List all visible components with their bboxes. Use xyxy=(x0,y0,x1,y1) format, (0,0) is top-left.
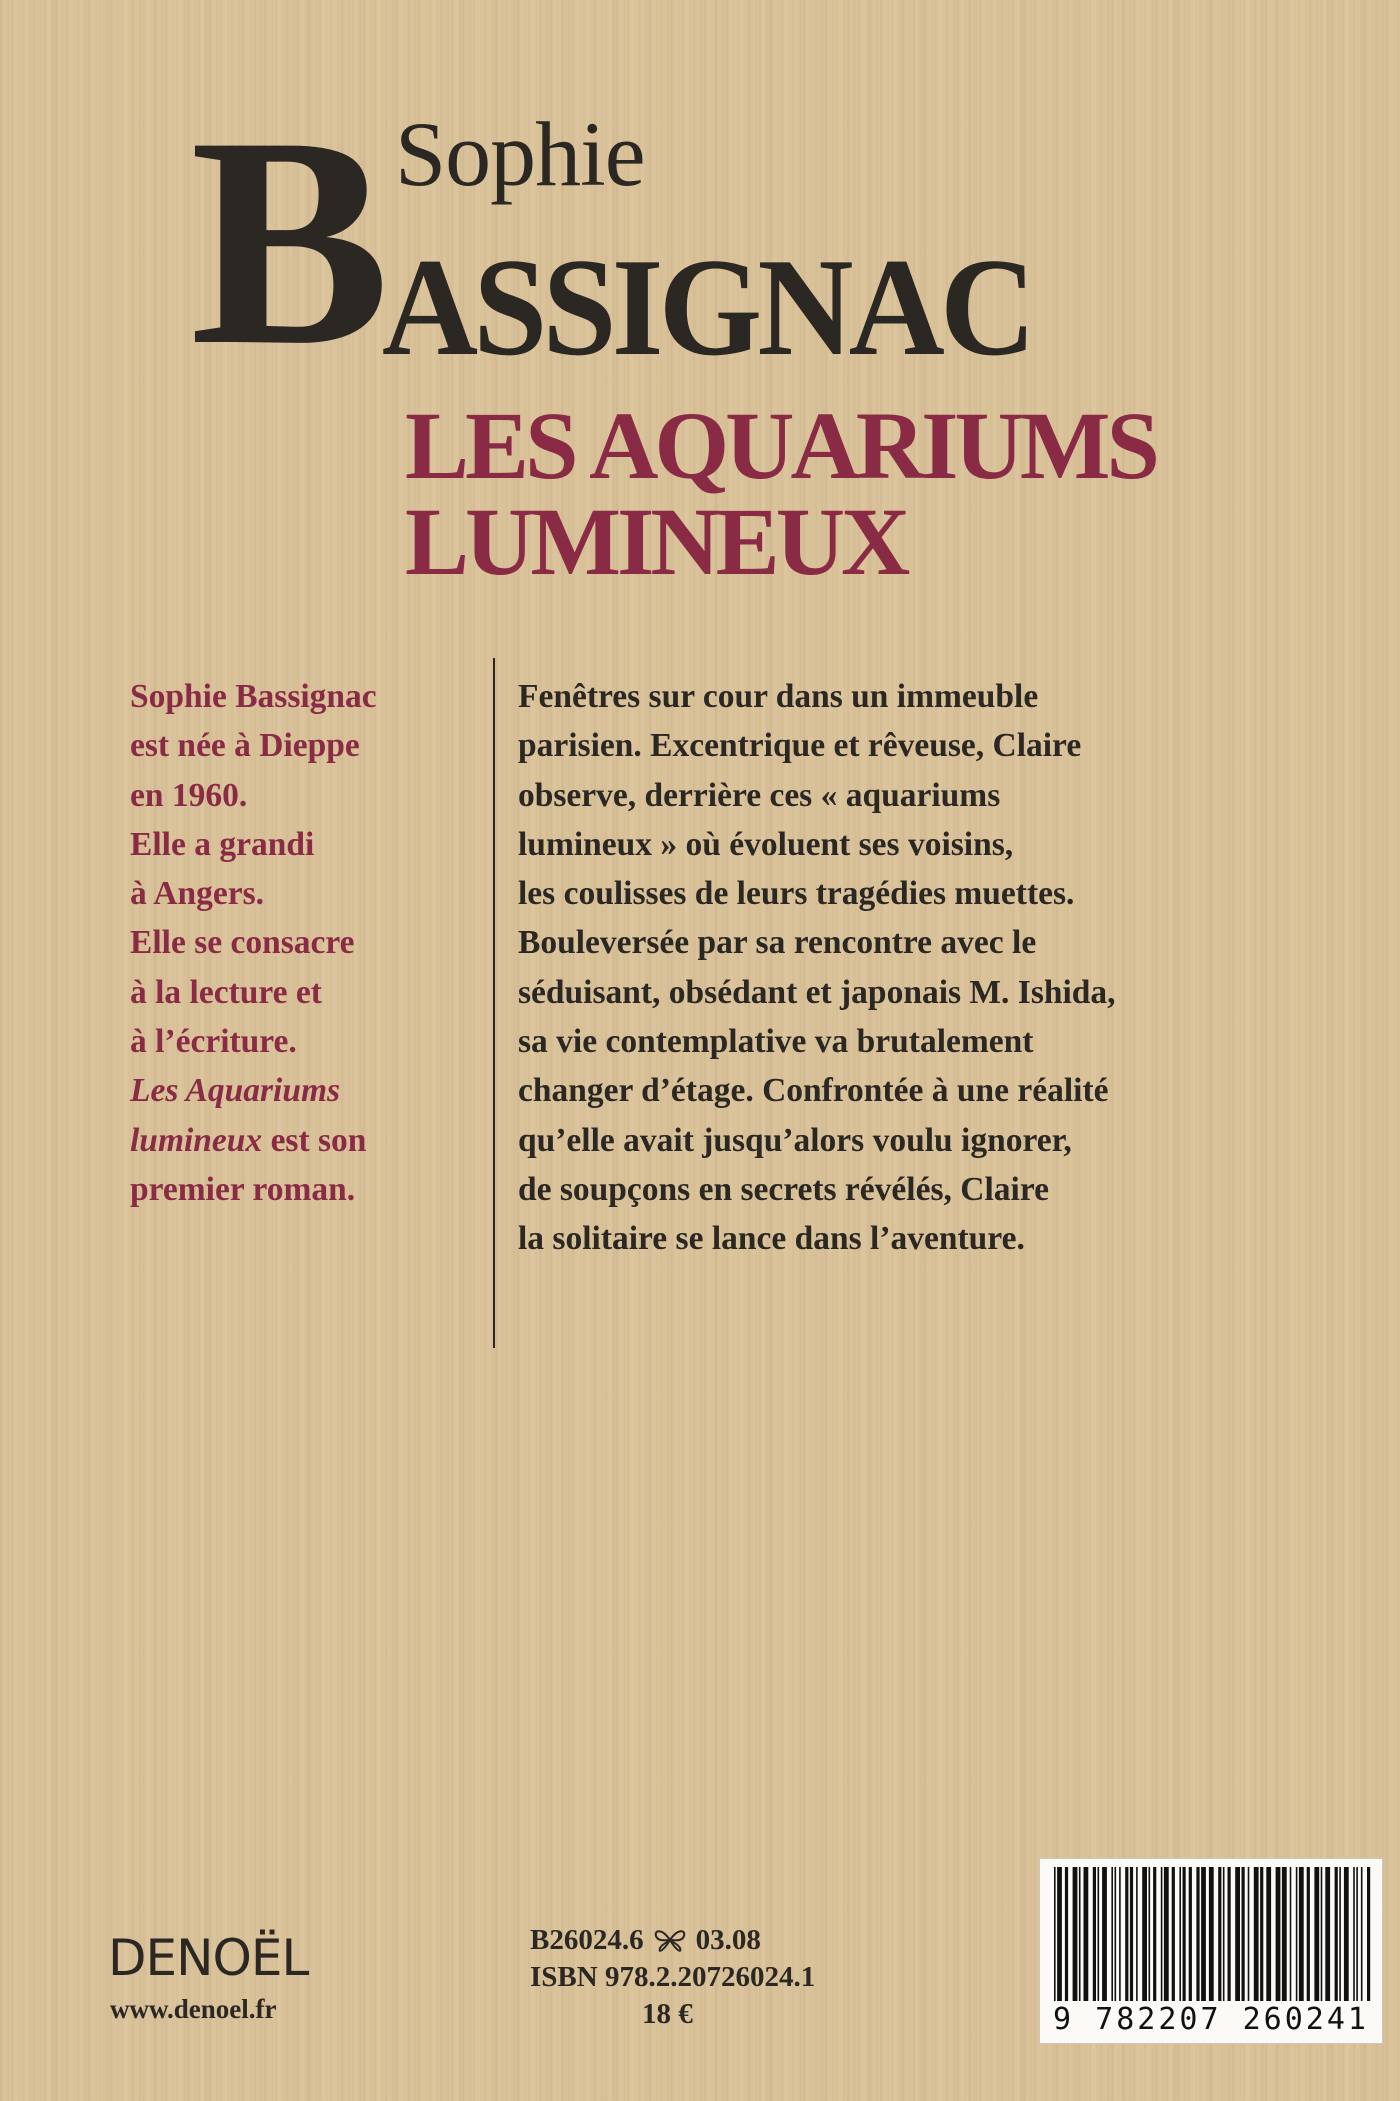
blurb-line: lumineux » où évoluent ses voisins, xyxy=(518,825,1014,863)
publisher-url[interactable]: www.denoel.fr xyxy=(110,1994,277,2024)
bio-line: à Angers. xyxy=(130,875,264,913)
barcode-bar xyxy=(1093,1867,1096,2001)
barcode-bar xyxy=(1314,1867,1319,2001)
barcode-bar xyxy=(1196,1867,1199,2001)
barcode-bar xyxy=(1125,1867,1128,2001)
barcode-digits: 9 782207 260241 xyxy=(1053,2002,1369,2037)
blurb-line: parisien. Excentrique et rêveuse, Claire xyxy=(518,727,1082,765)
reference-codes xyxy=(530,1922,815,2033)
barcode-bar xyxy=(1073,1867,1078,2001)
barcode-bar xyxy=(1276,1867,1281,2001)
barcode-bar xyxy=(1161,1867,1163,2001)
barcode-bar xyxy=(1344,1867,1349,2001)
print-date: 03.08 xyxy=(695,1924,761,1956)
barcode-bar xyxy=(1307,1867,1310,2001)
ref-number: B26024.6 xyxy=(530,1924,644,1956)
blurb-line: observe, derrière ces « aquariums xyxy=(518,776,1001,814)
barcode-bar xyxy=(1084,1867,1089,2001)
barcode-bar xyxy=(1209,1867,1214,2001)
knot-ornament-icon xyxy=(648,1926,692,1956)
book-title-line: LES AQUARIUMS xyxy=(405,392,1156,499)
bio-line: Elle a grandi xyxy=(130,825,315,863)
bio-book-title: Les Aquariums xyxy=(130,1072,341,1110)
blurb-line: séduisant, obsédant et japonais M. Ishida, xyxy=(518,973,1116,1011)
barcode-bar xyxy=(1361,1867,1363,2001)
barcode-bar xyxy=(1149,1867,1151,2001)
bio-line: à la lecture et xyxy=(130,973,322,1011)
barcode-bar xyxy=(1242,1867,1245,2001)
barcode-bar xyxy=(1282,1867,1287,2001)
author-bio xyxy=(130,672,470,1214)
blurb-line: sa vie contemplative va brutalement xyxy=(518,1023,1034,1061)
barcode-bar xyxy=(1266,1867,1271,2001)
author-first-name: Sophie xyxy=(395,103,645,205)
barcode-bar xyxy=(1367,1867,1370,2001)
barcode-bar xyxy=(1296,1867,1298,2001)
barcode-bar xyxy=(1321,1867,1323,2001)
barcode-bar xyxy=(1189,1867,1192,2001)
bio-line: Elle se consacre xyxy=(130,924,355,962)
blurb-line: Fenêtres sur cour dans un immeuble xyxy=(518,678,1039,715)
publisher-logo: DENOËL xyxy=(108,1929,309,1987)
barcode-bar xyxy=(1223,1867,1225,2001)
blurb-line: qu’elle avait jusqu’alors voulu ignorer, xyxy=(518,1121,1072,1159)
blurb-line: les coulisses de leurs tragédies muettes. xyxy=(518,875,1075,913)
blurb-line: changer d’étage. Confrontée à une réalité xyxy=(518,1072,1109,1110)
barcode-bar xyxy=(1130,1867,1133,2001)
barcode-bar xyxy=(1235,1867,1240,2001)
bio-line: à l’écriture. xyxy=(130,1023,297,1061)
barcode-bar xyxy=(1228,1867,1231,2001)
barcode-bar xyxy=(1339,1867,1341,2001)
bio-line: Sophie Bassignac xyxy=(130,678,377,715)
bio-line-rest: est son xyxy=(262,1121,367,1159)
barcode-bar xyxy=(1183,1867,1186,2001)
book-title xyxy=(405,392,1156,595)
barcode-bar xyxy=(1299,1867,1304,2001)
bio-line: premier roman. xyxy=(130,1170,356,1208)
isbn: ISBN 978.2.20726024.1 xyxy=(530,1961,816,1993)
barcode-bar xyxy=(1057,1867,1062,2001)
barcode-bar xyxy=(1115,1867,1117,2001)
barcode-bar xyxy=(1254,1867,1259,2001)
barcode-bar xyxy=(1119,1867,1121,2001)
barcode-bar xyxy=(1179,1867,1181,2001)
author-last-name xyxy=(190,75,1066,407)
barcode-bar xyxy=(1201,1867,1206,2001)
isbn-barcode xyxy=(1039,1858,1383,2044)
barcode-bar xyxy=(1290,1867,1292,2001)
bio-book-title-end: lumineux xyxy=(130,1121,263,1159)
blurb-line: de soupçons en secrets révélés, Claire xyxy=(518,1170,1049,1208)
barcode-bar xyxy=(1335,1867,1338,2001)
barcode-bars xyxy=(1050,1867,1372,2001)
barcode-bar xyxy=(1098,1867,1100,2001)
barcode-bar xyxy=(1102,1867,1107,2001)
barcode-bar xyxy=(1356,1867,1358,2001)
column-divider xyxy=(493,658,495,1348)
barcode-bar xyxy=(1172,1867,1175,2001)
barcode-bar xyxy=(1153,1867,1156,2001)
bio-line: en 1960. xyxy=(130,776,248,814)
blurb-line: la solitaire se lance dans l’aventure. xyxy=(518,1220,1025,1258)
bio-line: est née à Dieppe xyxy=(130,727,360,765)
barcode-bar xyxy=(1111,1867,1113,2001)
book-blurb xyxy=(518,672,1318,1264)
barcode-bar xyxy=(1142,1867,1147,2001)
barcode-bar xyxy=(1353,1867,1355,2001)
barcode-bar xyxy=(1325,1867,1330,2001)
barcode-bar xyxy=(1260,1867,1263,2001)
blurb-line: Bouleversée par sa rencontre avec le xyxy=(518,924,1037,962)
author-last-name-rest: ASSIGNAC xyxy=(382,229,1032,385)
barcode-bar xyxy=(1065,1867,1068,2001)
barcode-bar xyxy=(1079,1867,1081,2001)
author-initial: B xyxy=(190,75,383,407)
bio-line xyxy=(130,1116,470,1165)
barcode-bar xyxy=(1164,1867,1169,2001)
ref-row xyxy=(530,1922,815,1959)
barcode-bar xyxy=(1054,1867,1056,2001)
book-title-line: LUMINEUX xyxy=(405,488,907,595)
barcode-bar xyxy=(1218,1867,1221,2001)
barcode-bar xyxy=(1136,1867,1138,2001)
barcode-bar xyxy=(1248,1867,1250,2001)
price: 18 € xyxy=(642,1998,693,2030)
